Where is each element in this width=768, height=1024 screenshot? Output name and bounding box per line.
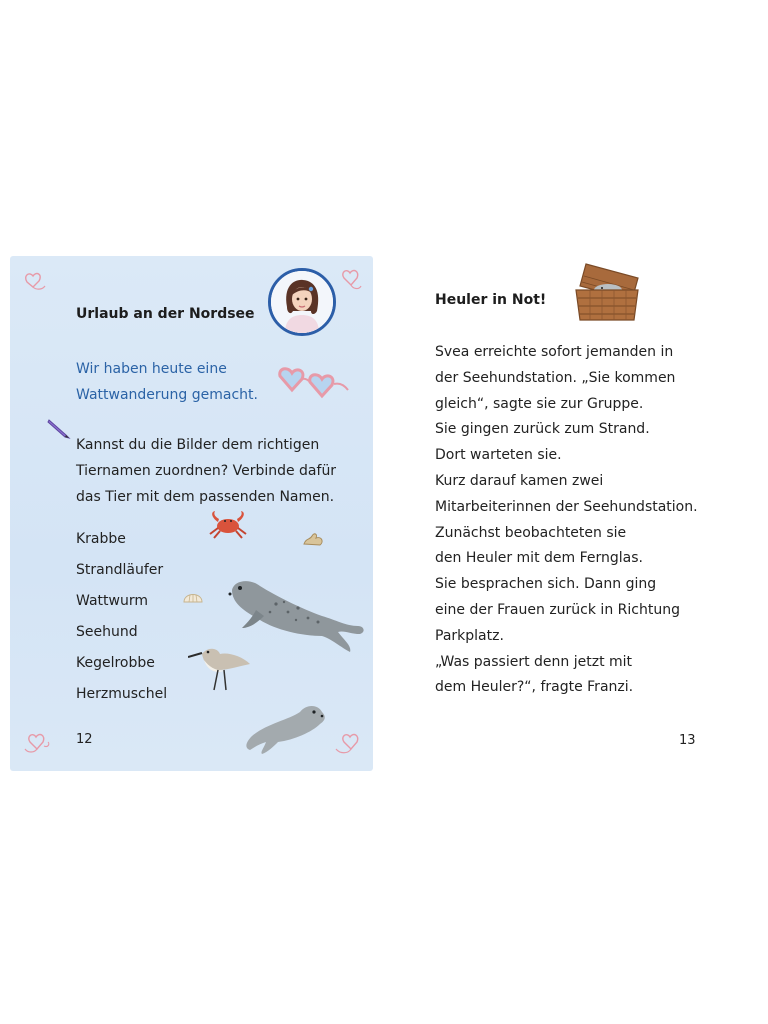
story-line: Mitarbeiterinnen der Seehundstation. xyxy=(435,498,698,515)
animal-name-item: Wattwurm xyxy=(76,593,148,609)
sandpiper-icon xyxy=(188,640,254,694)
story-line: Svea erreichte sofort jemanden in xyxy=(435,344,674,360)
right-page-title: Heuler in Not! xyxy=(435,292,547,308)
crab-icon xyxy=(206,508,250,540)
seal-pup-icon xyxy=(242,702,332,756)
animal-name-item: Krabbe xyxy=(76,531,126,547)
heart-swirl-icon xyxy=(22,268,48,292)
story-line: eine der Frauen zurück in Richtung xyxy=(435,601,680,618)
story-line: Sie gingen zurück zum Strand. xyxy=(435,421,650,438)
task-line: Tiernamen zuordnen? Verbinde dafür xyxy=(76,463,337,479)
task-line: das Tier mit dem passenden Namen. xyxy=(76,489,335,505)
story-line: dem Heuler?“, fragte Franzi. xyxy=(435,679,634,696)
story-line: Zunächst beobachteten sie xyxy=(435,524,627,541)
story-line: den Heuler mit dem Fernglas. xyxy=(435,550,643,567)
avatar xyxy=(268,268,336,336)
animal-name-item: Kegelrobbe xyxy=(76,655,155,671)
book-spread xyxy=(0,240,768,775)
task-line: Kannst du die Bilder dem richtigen xyxy=(76,437,320,453)
girl-portrait-icon xyxy=(271,271,333,333)
story-line: Kurz darauf kamen zwei xyxy=(435,472,604,489)
story-line: Parkplatz. xyxy=(435,627,504,644)
story-text xyxy=(435,340,735,701)
heart-swirl-icon xyxy=(332,730,364,758)
animal-name-item: Strandläufer xyxy=(76,562,164,578)
animal-name-list xyxy=(76,524,167,710)
pencil-icon xyxy=(46,416,72,442)
story-line: gleich“, sagte sie zur Gruppe. xyxy=(435,395,644,412)
story-line: Sie besprachen sich. Dann ging xyxy=(435,576,657,593)
page-number: 13 xyxy=(679,733,696,748)
left-page xyxy=(10,256,373,771)
story-line: „Was passiert denn jetzt mit xyxy=(435,653,633,670)
task-instructions xyxy=(76,432,346,510)
basket-with-seal-icon xyxy=(572,260,642,326)
story-line: der Seehundstation. „Sie kommen xyxy=(435,369,676,386)
diary-line: Wattwanderung gemacht. xyxy=(76,387,258,403)
heart-swirl-icon xyxy=(338,266,364,292)
animal-name-item: Seehund xyxy=(76,624,138,640)
worm-cast-icon xyxy=(302,528,326,548)
page-number: 12 xyxy=(76,732,93,747)
diary-line: Wir haben heute eine xyxy=(76,361,227,377)
story-line: Dort warteten sie. xyxy=(435,447,562,464)
heart-swirl-icon xyxy=(22,730,52,756)
animal-name-item: Herzmuschel xyxy=(76,686,168,702)
heart-sunglasses-icon xyxy=(276,364,350,404)
diary-text xyxy=(76,356,286,408)
left-page-title: Urlaub an der Nordsee xyxy=(76,306,255,322)
shell-icon xyxy=(182,586,204,606)
